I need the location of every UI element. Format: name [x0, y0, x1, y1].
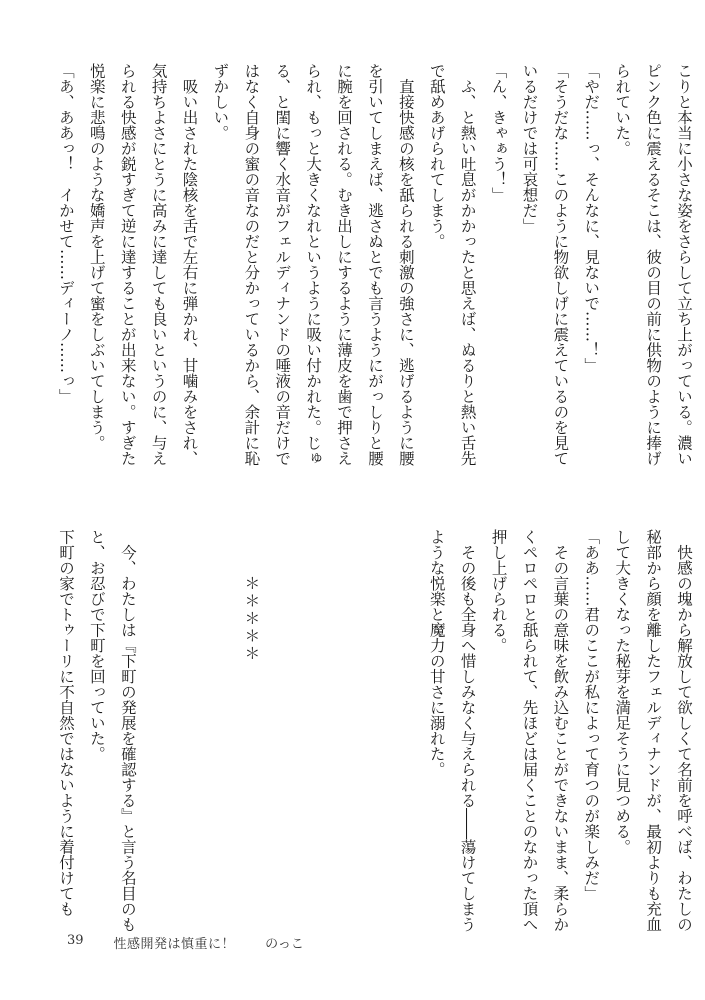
text-column: で舐めあげられてしまう。 [427, 63, 446, 249]
text-column: ピンク色に震えるそこは、彼の目の前に供物のように捧げ [644, 63, 663, 466]
text-column: こりと本当に小さな姿をさらして立ち上がっている。濃い [675, 63, 693, 466]
upper-text-block [49, 63, 699, 483]
lower-text-block [49, 529, 699, 949]
text-column: ような悦楽と魔力の甘さに溺れた。 [427, 529, 446, 777]
text-column: 秘部から顔を離したフェルディナンドが、最初よりも充血 [644, 529, 663, 932]
text-column: 「ん、きゃぁう！」 [489, 63, 508, 203]
text-column: に腕を回される。むき出しにするように薄皮を歯で押さえ [335, 63, 354, 466]
text-column: と、お忍びで下町を回っていた。 [87, 529, 106, 762]
text-column: はなく自身の蜜の音なのだと分かっているから、余計に恥 [242, 63, 261, 466]
text-column: 今、わたしは『下町の発展を確認する』と言う名目のも [118, 529, 137, 932]
text-column: 「そうだな……このように物欲しげに震えているのを見て [551, 63, 570, 466]
text-column: 「やだ……っ、そんなに、見ないで……！」 [582, 63, 601, 373]
text-column [266, 529, 297, 949]
text-column: その後も全身へ惜しみなく与えられる――蕩けてしまう [458, 529, 477, 932]
text-column [390, 529, 421, 949]
text-column: られる快感が鋭すぎて逆に達することが出来ない。すぎた [118, 63, 137, 466]
text-column: 気持ちよさにとうに高みに達しても良いというのに、与え [149, 63, 168, 466]
text-column [205, 529, 236, 949]
text-column: その言葉の意味を飲み込むことができないまま、柔らか [551, 529, 570, 932]
text-column: 直接快感の核を舐られる刺激の強さに、逃げるように腰 [396, 63, 415, 466]
text-column: 吸い出された陰核を舌で左右に弾かれ、甘噛みをされ、 [180, 63, 199, 466]
text-column [174, 529, 205, 949]
text-column: ふ、と熱い吐息がかかったと思えば、ぬるりと熱い舌先 [458, 63, 477, 466]
text-column: くペロペロと舐られて、先ほどは届くことのなかった頂へ [520, 529, 539, 932]
text-column: 「あ、ああっ！ イかせて……ディーノ……っ」 [56, 63, 75, 404]
text-column [297, 529, 328, 949]
text-column: 押し上げられる。 [489, 529, 508, 653]
text-column: る、と閨に響く水音がフェルディナンドの唾液の音だけで [273, 63, 292, 466]
text-column: 快感の塊から解放して欲しくて名前を呼べば、わたしの [675, 529, 693, 932]
text-column: 「ああ……君のここが私によって育つのが楽しみだ」 [582, 529, 601, 901]
text-column: を引いてしまえば、逃さぬとでも言うようにがっしりと腰 [365, 63, 384, 466]
text-column [359, 529, 390, 949]
text-column: 下町の家でトゥーリに不自然ではないように着付けても [57, 529, 75, 917]
text-column: ずかしい。 [211, 63, 230, 141]
text-column: られ、もっと大きくなれというように吸い付かれた。じゅ [304, 63, 323, 466]
author-name: のっこ [265, 937, 304, 952]
text-column [143, 529, 174, 949]
text-column: られていた。 [613, 63, 632, 156]
text-column: 悦楽に悲鳴のような嬌声を上げて蜜をしぶいてしまう。 [87, 63, 106, 451]
page-footer [67, 933, 304, 952]
page-number: 39 [67, 933, 84, 948]
book-title: 性感開発は慎重に！ [113, 937, 236, 952]
scene-break: ＊＊＊＊＊ [242, 575, 261, 663]
text-column: して大きくなった秘芽を満足そうに見つめる。 [613, 529, 632, 855]
text-column: いるだけでは可哀想だ」 [520, 63, 539, 234]
text-column [328, 529, 359, 949]
